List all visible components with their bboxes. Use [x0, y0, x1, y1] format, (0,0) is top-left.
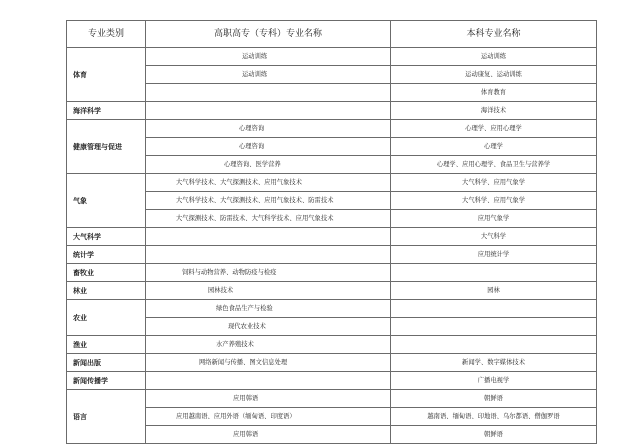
header-vocational-majors: 高职高专（专科）专业名称 — [146, 21, 391, 48]
header-category: 专业类别 — [67, 21, 146, 48]
undergraduate-major-cell: 园林 — [391, 282, 597, 300]
undergraduate-major-cell: 应用气象学 — [391, 210, 597, 228]
category-cell: 气象 — [67, 174, 146, 228]
vocational-major-cell: 应用越南语、应用外语（缅甸语、印度语） — [146, 408, 391, 426]
vocational-major-cell: 运动训练 — [146, 66, 391, 84]
table-row — [67, 372, 597, 390]
vocational-major-cell: 水产养殖技术 — [146, 336, 391, 354]
undergraduate-major-cell: 大气科学 — [391, 228, 597, 246]
vocational-major-cell — [146, 84, 391, 102]
undergraduate-major-cell: 大气科学、应用气象学 — [391, 174, 597, 192]
table-row — [67, 354, 597, 372]
category-cell: 大气科学 — [67, 228, 146, 246]
category-cell: 统计学 — [67, 246, 146, 264]
undergraduate-major-cell: 广播电视学 — [391, 372, 597, 390]
table-row — [67, 120, 597, 138]
undergraduate-major-cell: 心理学、应用心理学、食品卫生与营养学 — [391, 156, 597, 174]
vocational-major-cell: 大气科学技术、大气探测技术、应用气象技术、防雷技术 — [146, 192, 391, 210]
table-row — [67, 48, 597, 66]
category-cell: 新闻出版 — [67, 354, 146, 372]
undergraduate-major-cell: 朝鲜语 — [391, 390, 597, 408]
vocational-major-cell — [146, 246, 391, 264]
table-row — [67, 264, 597, 282]
undergraduate-major-cell: 朝鲜语 — [391, 426, 597, 444]
table-row — [67, 84, 597, 102]
table-row — [67, 408, 597, 426]
vocational-major-cell — [146, 228, 391, 246]
vocational-major-cell: 心理咨询 — [146, 120, 391, 138]
category-cell: 农业 — [67, 300, 146, 336]
undergraduate-major-cell: 应用统计学 — [391, 246, 597, 264]
undergraduate-major-cell: 越南语、缅甸语、印地语、乌尔都语、僧伽罗语 — [391, 408, 597, 426]
undergraduate-major-cell: 海洋技术 — [391, 102, 597, 120]
vocational-major-cell: 心理咨询 — [146, 138, 391, 156]
table-header — [67, 21, 597, 48]
undergraduate-major-cell: 心理学 — [391, 138, 597, 156]
vocational-major-cell: 饲料与动物营养、动物防疫与检疫 — [146, 264, 391, 282]
header-undergraduate-majors: 本科专业名称 — [391, 21, 597, 48]
vocational-major-cell — [146, 102, 391, 120]
category-cell: 新闻传播学 — [67, 372, 146, 390]
vocational-major-cell — [146, 372, 391, 390]
table-row — [67, 246, 597, 264]
table-row — [67, 102, 597, 120]
category-cell: 健康管理与促进 — [67, 120, 146, 174]
vocational-major-cell: 绿色食品生产与检验 — [146, 300, 391, 318]
table-row — [67, 336, 597, 354]
category-cell: 海洋科学 — [67, 102, 146, 120]
table-body — [67, 48, 597, 444]
table-row — [67, 318, 597, 336]
header-row — [67, 21, 597, 48]
vocational-major-cell: 园林技术 — [146, 282, 391, 300]
undergraduate-major-cell: 体育教育 — [391, 84, 597, 102]
undergraduate-major-cell: 新闻学、数字媒体技术 — [391, 354, 597, 372]
undergraduate-major-cell: 心理学、应用心理学 — [391, 120, 597, 138]
undergraduate-major-cell — [391, 318, 597, 336]
vocational-major-cell: 运动训练 — [146, 48, 391, 66]
category-cell: 渔业 — [67, 336, 146, 354]
vocational-major-cell: 大气探测技术、防雷技术、大气科学技术、应用气象技术 — [146, 210, 391, 228]
table-row — [67, 192, 597, 210]
undergraduate-major-cell: 大气科学、应用气象学 — [391, 192, 597, 210]
vocational-major-cell: 大气科学技术、大气探测技术、应用气象技术 — [146, 174, 391, 192]
vocational-major-cell: 网络新闻与传播、图文信息处理 — [146, 354, 391, 372]
category-cell: 体育 — [67, 48, 146, 102]
major-catalog-table — [66, 20, 597, 444]
table-row — [67, 426, 597, 444]
undergraduate-major-cell — [391, 264, 597, 282]
undergraduate-major-cell — [391, 300, 597, 318]
category-cell: 畜牧业 — [67, 264, 146, 282]
table-row — [67, 66, 597, 84]
vocational-major-cell: 应用韩语 — [146, 390, 391, 408]
vocational-major-cell: 应用韩语 — [146, 426, 391, 444]
table-row — [67, 390, 597, 408]
undergraduate-major-cell: 运动康复、运动训练 — [391, 66, 597, 84]
table-row — [67, 210, 597, 228]
undergraduate-major-cell: 运动训练 — [391, 48, 597, 66]
table-row — [67, 156, 597, 174]
undergraduate-major-cell — [391, 336, 597, 354]
table-row — [67, 174, 597, 192]
vocational-major-cell: 现代农业技术 — [146, 318, 391, 336]
table-row — [67, 228, 597, 246]
table-row — [67, 138, 597, 156]
category-cell: 语言 — [67, 390, 146, 444]
table-row — [67, 282, 597, 300]
vocational-major-cell: 心理咨询、医学营养 — [146, 156, 391, 174]
table-row — [67, 300, 597, 318]
category-cell: 林业 — [67, 282, 146, 300]
